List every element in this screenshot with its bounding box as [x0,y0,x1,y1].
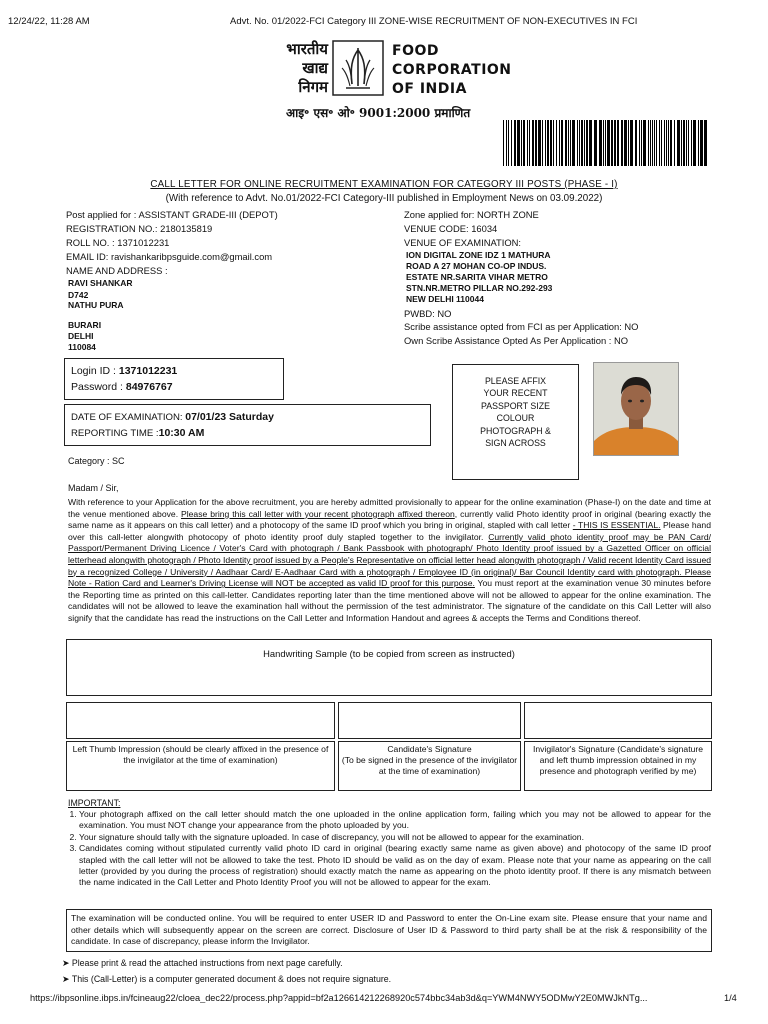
print-page-number: 1/4 [724,993,737,1003]
category: Category : SC [68,456,125,466]
barcode-bar [677,120,680,166]
english-line: OF INDIA [392,81,467,97]
barcode-bar [628,120,629,166]
barcode-bar [641,120,642,166]
barcode-bar [570,120,571,166]
address-line: DELHI [68,331,94,341]
barcode-bar [652,120,653,166]
venue-label: VENUE OF EXAMINATION: [404,237,522,248]
zone-applied: Zone applied for: NORTH ZONE [404,209,539,220]
barcode-bar [545,120,546,166]
fci-english-name [392,42,512,99]
barcode-bar [607,120,610,166]
signature-subtitle: (To be signed in the presence of the invigilator at the time of examination) [341,755,518,776]
barcode-bar [547,120,549,166]
thumb-impression-area [66,702,335,739]
login-box [64,358,284,400]
barcode-bar [535,120,537,166]
handwriting-sample-box [66,639,712,696]
exam-schedule-box [64,404,431,446]
barcode-bar [503,120,504,166]
barcode-bar [656,120,657,166]
iso-certification: आइ॰ एस॰ ओ॰ 9001:2000 प्रमाणित [286,106,471,120]
barcode-bar [594,120,597,166]
barcode-bar [599,120,602,166]
barcode-bar [581,120,583,166]
scribe-fci: Scribe assistance opted from FCI as per Application: NO [404,321,639,332]
instruction-line: PLEASE AFFIX [484,376,547,386]
barcode-bar [521,120,522,166]
barcode-bar [614,120,616,166]
barcode-bar [686,120,687,166]
fci-emblem-icon [332,40,384,96]
body-text-underlined: Please bring this call letter with your recent photograph affixed thereon [181,508,455,519]
barcode-bar [650,120,651,166]
venue-line: NEW DELHI 110044 [406,294,484,304]
barcode-bar [529,120,530,166]
barcode-bar [561,120,563,166]
barcode-bar [683,120,685,166]
body-text: With reference to your Application for the above recruitment, you are hereby admitted provisionally to appear for the online examination (Phase-I) on the date and time at the venue mentioned above. [68,497,711,519]
important-heading: IMPORTANT: [68,798,121,808]
barcode-bar [577,120,578,166]
print-datetime: 12/24/22, 11:28 AM [8,16,90,27]
thumb-impression-label: Left Thumb Impression (should be clearly affixed in the presence of the invigilator at the time of examination) [72,744,329,765]
name-address-label: NAME AND ADDRESS : [66,265,168,276]
barcode-bar [584,120,585,166]
barcode-bar [664,120,665,166]
instruction-line: PHOTOGRAPH & [480,425,551,436]
barcode-bar [635,120,637,166]
admission-paragraph [68,497,711,625]
barcode-bar [659,120,660,166]
address-line: 110084 [68,342,96,352]
body-text: You must report at the examination venue 30 minutes before the Reporting time as printed on this call-letter. Candidates reporting later than the time mentioned above will not be allowed to appear for the online examination. The candidates will not be allowed to leave the examination hall without the permission of the test administrator. The signature of the candidate on this Call Letter will also signify that the candidate has read the instructions on the Call Letter and Information Handout and agrees & accepts the Terms and Conditions thereof. [68,578,711,623]
instruction-line: YOUR RECENT [483,388,548,399]
barcode-bar [508,120,509,166]
barcode-bar [532,120,534,166]
barcode-bar [691,120,692,166]
important-item: 2. Your signature should tally with the signature uploaded. In case of discrepancy, you will not be allowed to appear for the examination. [79,832,711,843]
barcode-bar [666,120,667,166]
barcode-bar [648,120,649,166]
barcode-bar [670,120,672,166]
exam-date: DATE OF EXAMINATION: 07/01/23 Saturday [71,411,274,423]
salutation: Madam / Sir, [68,483,119,493]
body-text: , currently valid Photo identity proof in original (bearing exactly the same name as it appears on this call letter) and a photocopy of the same ID proof which you bring in original, stapled with call letter [68,508,711,531]
barcode-bar [589,120,592,166]
barcode-bar [559,120,560,166]
page-title: CALL LETTER FOR ONLINE RECRUITMENT EXAMINATION FOR CATEGORY III POSTS (PHASE - I) [150,179,618,190]
barcode-bar [514,120,516,166]
hindi-line: खाद्य [302,59,328,77]
candidate-photo [593,362,679,456]
venue-line: ION DIGITAL ZONE IDZ 1 MATHURA [406,250,551,260]
barcode-bar [586,120,588,166]
instruction-line: SIGN ACROSS [485,438,546,449]
barcode-bar [511,120,512,166]
barcode-bar [639,120,640,166]
arrow-bullet-icon: ➤ [62,958,70,968]
email-id: EMAIL ID: ravishankaribpsguide.com@gmail.com [66,251,273,262]
candidate-signature-label-box [338,741,521,791]
instruction-line: COLOUR [496,413,535,424]
invigilator-signature-label-box [524,741,712,791]
barcode-bar [553,120,554,166]
english-line: CORPORATION [392,62,512,78]
english-line: FOOD [392,43,439,59]
barcode-bar [674,120,675,166]
print-page-title: Advt. No. 01/2022-FCI Category III ZONE-WISE RECRUITMENT OF NON-EXECUTIVES IN FCI [230,16,638,27]
barcode-bar [568,120,569,166]
bullet-item [62,958,343,969]
important-item: 3. Candidates coming without stipulated currently valid photo ID card in original (bearing exactly same name as given above) and photocopy of the same ID proof stapled with the call letter will not be allowed to take the test. Photo ID should be valid as on the day of exam. Please note that your name as appearing on the call letter (provided by you during the process of registration) should exactly match the name as appearing on the photo identity proof. If there is any mismatch between the name indicated in the Call Letter and Photo Identity Proof you will not be allowed to appear for the exam. [79,843,711,889]
venue-line: ROAD A 27 MOHAN CO-OP INDUS. [406,261,547,271]
barcode-bar [624,120,627,166]
barcode-bar [572,120,575,166]
barcode-bar [517,120,520,166]
barcode-bar [630,120,633,166]
barcode-bar [603,120,604,166]
barcode-bar [506,120,507,166]
roll-no: ROLL NO. : 1371012231 [66,237,170,248]
barcode-bar [693,120,696,166]
bullet-text: This (Call-Letter) is a computer generated document & does not require signature. [71,974,392,984]
instruction-line: PASSPORT SIZE [481,400,550,411]
address-line: D742 [68,290,89,300]
venue-code: VENUE CODE: 16034 [404,223,498,234]
barcode-bar [681,120,682,166]
barcode-bar [704,120,707,166]
print-url: https://ibpsonline.ibps.in/fcineaug22/cloea_dec22/process.php?appid=bf2a126614212268920c574bbc34ab3d&q=YWM4NWY5ODMwY2E0MWJkNTg... [30,993,648,1003]
hindi-line: निगम [298,78,328,96]
barcode-bar [700,120,703,166]
invigilator-signature-area [524,702,712,739]
thumb-impression-label-box [66,741,335,791]
pwbd-status: PWBD: NO [404,308,452,319]
barcode-bar [550,120,552,166]
arrow-bullet-icon: ➤ [62,974,70,984]
important-item: 1. Your photograph affixed on the call letter should match the one uploaded in the online application form, failing which you may not be allowed to appear for the examination. You must NOT change your appearance from the photo uploaded by you. [79,809,711,832]
login-id: Login ID : 1371012231 [71,365,178,377]
registration-no: REGISTRATION NO.: 2180135819 [66,223,213,234]
bullet-item [62,974,391,985]
scribe-own: Own Scribe Assistance Opted As Per Application : NO [404,335,629,346]
barcode-bar [688,120,689,166]
barcode-bar [617,120,619,166]
important-list [68,809,711,889]
reporting-time: REPORTING TIME :10:30 AM [71,427,205,439]
barcode-bar [605,120,606,166]
barcode-bar [556,120,557,166]
barcode-bar [579,120,580,166]
body-text-underlined: - THIS IS ESSENTIAL. [572,520,661,531]
handwriting-label: Handwriting Sample (to be copied from screen as instructed) [263,648,515,659]
venue-line: STN.NR.METRO PILLAR NO.292-293 [406,283,553,293]
barcode-bar [654,120,655,166]
fci-hindi-name [238,40,328,97]
candidate-signature-label [341,744,518,777]
venue-line: ESTATE NR.SARITA VIHAR METRO [406,272,548,282]
page-subtitle: (With reference to Advt. No.01/2022-FCI Category-III published in Employment News on 03.09.2022) [165,193,603,204]
barcode [503,120,707,166]
barcode-bar [527,120,528,166]
online-exam-note: The examination will be conducted online. You will be required to enter USER ID and Password to enter the On-Line exam site. Please ensure that your name and other details which will subsequently appear on the screen are correct. Disclosure of User ID & Password to third party shall be at the risk & responsibility of the candidate. In case of discrepancy, please inform the Invigilator. [71,913,707,947]
barcode-bar [643,120,646,166]
address-line: BURARI [68,320,102,330]
password: Password : 84976767 [71,381,173,393]
barcode-bar [621,120,623,166]
bullet-text: Please print & read the attached instructions from next page carefully. [71,958,343,968]
barcode-bar [542,120,543,166]
barcode-bar [538,120,541,166]
barcode-bar [611,120,613,166]
hindi-line: भारतीय [286,40,328,58]
invigilator-signature-label: Invigilator's Signature (Candidate's signature and left thumb impression obtained in my presence and photograph verified by me) [533,744,703,776]
body-text-underlined: Currently valid photo identity proof may be PAN Card/ Passport/Permanent Driving Licence / Voter's Card with photograph / Bank Passbook with photograph/ Photo Identity proof issued by a Gazetted Officer on official letterhead alongwith photograph / Photo Identity proof issued by a People's Representative on official letter head alongwith photograph / Valid recent Identity Card issued by a recognized College / University / Aadhaar Card/ E-Aadhaar Card with a photograph / Employee ID (in original)/ Bar Council Identity card with photograph. Please Note - Ration Card and Learner's Driving License will NOT be accepted as valid ID proof for this purpose. [68,531,711,589]
address-line: NATHU PURA [68,300,124,310]
post-applied: Post applied for : ASSISTANT GRADE-III (DEPOT) [66,209,278,220]
barcode-bar [661,120,662,166]
barcode-bar [565,120,567,166]
signature-title: Candidate's Signature [387,744,472,754]
body-text: Please hand over this call-letter alongwith photocopy of photo identity proof duly stapled together to the invigilator. [68,520,711,542]
barcode-bar [668,120,669,166]
photo-instruction-box [452,364,579,480]
photo-instruction-text [453,375,578,449]
online-exam-note-box [66,909,712,952]
barcode-bar [523,120,525,166]
candidate-signature-area [338,702,521,739]
barcode-bar [698,120,699,166]
candidate-name: RAVI SHANKAR [68,278,133,288]
